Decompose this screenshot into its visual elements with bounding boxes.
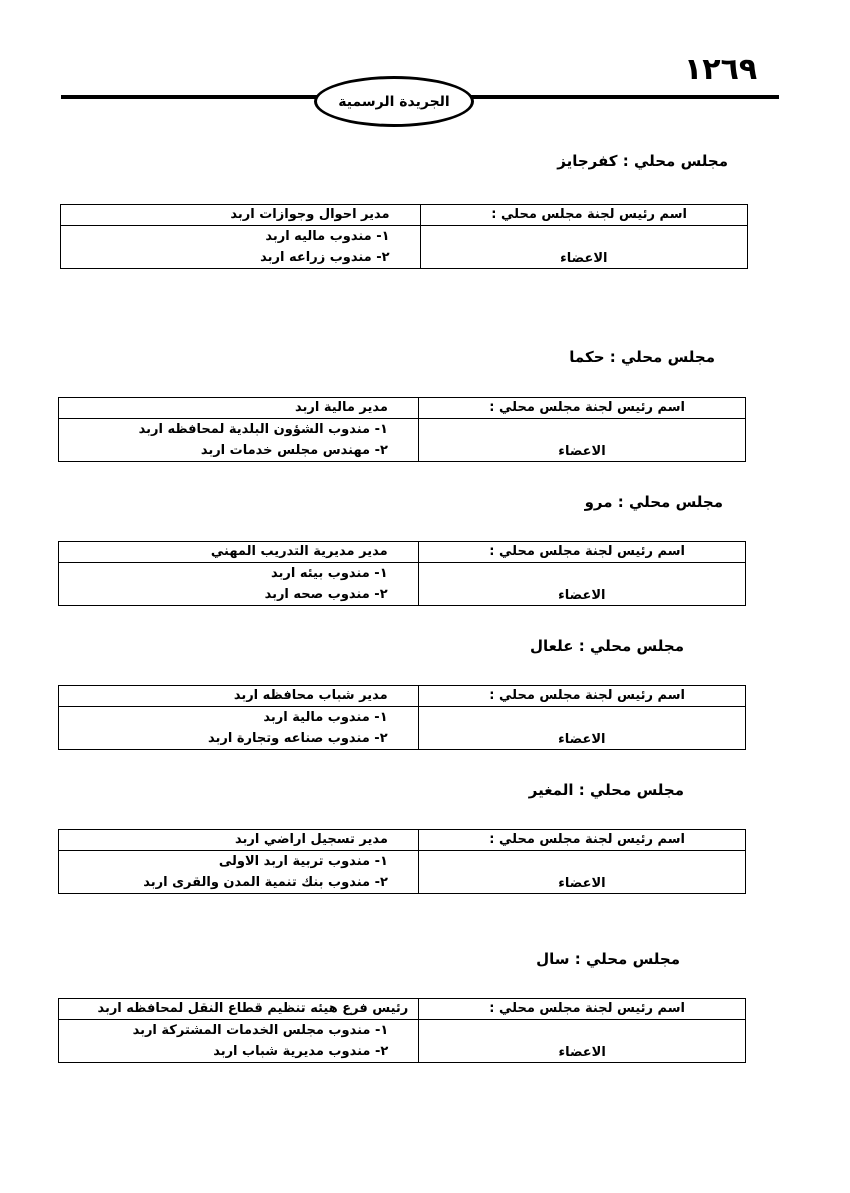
chairman-label: اسم رئيس لجنة مجلس محلي : (489, 688, 685, 703)
member-item: ٢- مندوب بنك تنمية المدن والقرى اربد (143, 875, 388, 890)
member-item: ٢- مندوب صناعه وتجارة اربد (207, 731, 388, 746)
chairman-label: اسم رئيس لجنة مجلس محلي : (489, 400, 685, 415)
chairman-label: اسم رئيس لجنة مجلس محلي : (489, 1001, 685, 1016)
chairman-value: مدير مديرية التدريب المهني (210, 544, 388, 559)
member-item: ١- مندوب ماليه اربد (265, 229, 390, 244)
member-item: ٢- مهندس مجلس خدمات اربد (200, 443, 388, 458)
committee-table (58, 541, 746, 606)
council-heading: مجلس محلي : كفرجايز (557, 152, 728, 170)
members-label: الاعضاء (558, 588, 606, 603)
committee-table (58, 685, 746, 750)
member-item: ١- مندوب مجلس الخدمات المشتركة اربد (132, 1023, 389, 1038)
member-item: ٢- مندوب زراعه اربد (260, 250, 390, 265)
council-heading: مجلس محلي : علعال (530, 637, 684, 655)
council-heading: مجلس محلي : حكما (569, 348, 715, 366)
page-number: ١٢٦٩ (684, 52, 758, 87)
members-label: الاعضاء (558, 732, 606, 747)
member-item: ١- مندوب بيئه اربد (271, 566, 388, 581)
members-label: الاعضاء (558, 1045, 606, 1060)
chairman-value: مدير شباب محافظه اربد (233, 688, 388, 703)
member-item: ١- مندوب تربية اربد الاولى (218, 854, 388, 869)
chairman-value: مدير احوال وجوازات اربد (230, 207, 390, 222)
members-label: الاعضاء (560, 251, 608, 266)
committee-table (60, 204, 748, 269)
member-item: ٢- مندوب صحه اربد (264, 587, 388, 602)
chairman-label: اسم رئيس لجنة مجلس محلي : (491, 207, 687, 222)
committee-table (58, 998, 746, 1063)
members-label: الاعضاء (558, 876, 606, 891)
council-heading: مجلس محلي : المغير (528, 781, 684, 799)
member-item: ٢- مندوب مديرية شباب اربد (213, 1044, 389, 1059)
chairman-value: مدير تسجيل اراضي اربد (234, 832, 388, 847)
member-item: ١- مندوب مالية اربد (263, 710, 388, 725)
members-label: الاعضاء (558, 444, 606, 459)
council-heading: مجلس محلي : مرو (584, 493, 723, 511)
chairman-value: رئيس فرع هيئه تنظيم قطاع النقل لمحافظه اربد (97, 1001, 409, 1016)
member-item: ١- مندوب الشؤون البلدية لمحافظه اربد (138, 422, 388, 437)
chairman-value: مدير مالية اربد (295, 400, 388, 415)
committee-table (58, 829, 746, 894)
committee-table (58, 397, 746, 462)
chairman-label: اسم رئيس لجنة مجلس محلي : (489, 544, 685, 559)
chairman-label: اسم رئيس لجنة مجلس محلي : (489, 832, 685, 847)
publication-title: الجريدة الرسمية (314, 76, 474, 127)
council-heading: مجلس محلي : سال (536, 950, 680, 968)
